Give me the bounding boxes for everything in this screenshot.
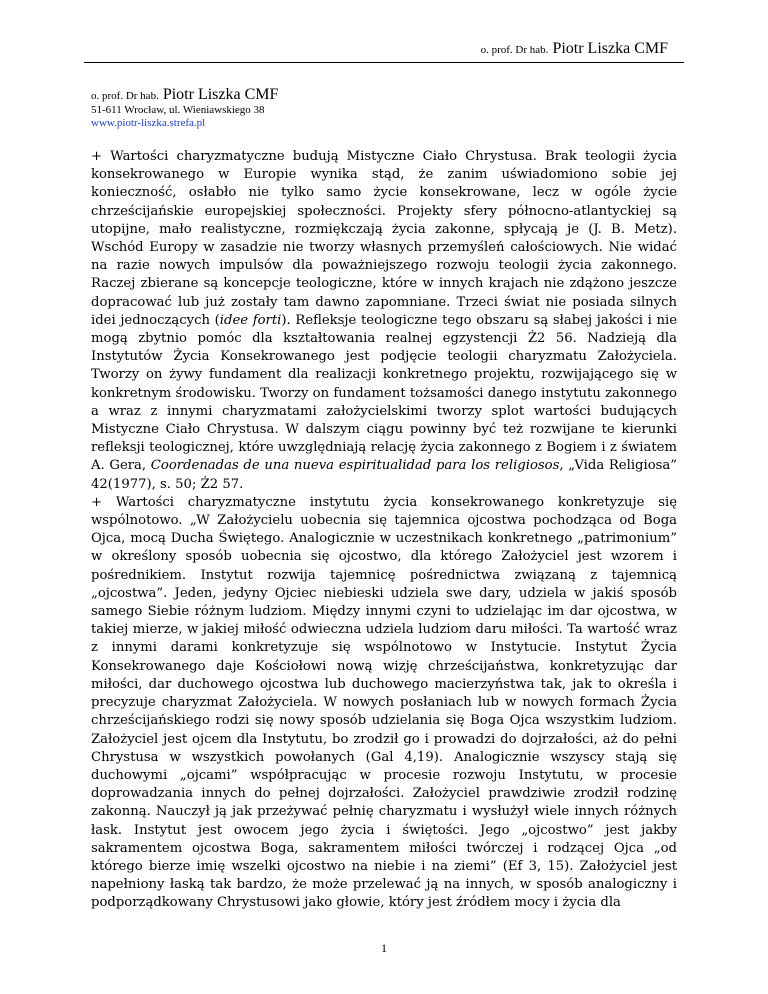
- paragraph-1-italic-title: Coordenadas de una nueva espiritualidad para los religiosos: [150, 458, 560, 474]
- author-address: 51-611 Wrocław, ul. Wieniawskiego 38: [91, 104, 265, 116]
- author-name: Piotr Liszka CMF: [162, 86, 279, 103]
- paragraph-1-part-c: , „Vida Religiosa” 42(1977), s. 50; Ż2 57.: [91, 458, 678, 492]
- paragraph-1-part-b: ). Refleksje teologiczne tego obszaru są słabej jakości i nie mogą zbytnio pomóc dla kształtowania realnej egzystencji Ż2 56. Nadzieją dla Instytutów Życia Konsekrowanego jest podjęcie teologii charyzmatu Założyciela. Tworzy on żywy fundament dla realizacji konkretnego projektu, rozwijającego się w konkretnym środowisku. Tworzy on fundament tożsamości danego instytutu zakonnego a wraz z innymi charyzmatami założycielskimi tworzy splot wartości budujących Mistyczne Ciało Chrystusa. W dalszym ciągu powinny być też rozwijane te kierunki refleksji teologicznej, które uwzględniają relację życia zakonnego z Bogiem i z światem A. Gera,: [91, 312, 678, 474]
- author-website-link[interactable]: www.piotr-liszka.strefa.pl: [91, 117, 206, 129]
- running-header-prefix: o. prof. Dr hab.: [480, 44, 549, 56]
- paragraph-1-italic-idee-forti: idee forti: [219, 312, 282, 328]
- body-text: [91, 148, 677, 913]
- author-block: [91, 86, 278, 130]
- page-number: 1: [381, 941, 387, 955]
- running-header: [481, 40, 668, 58]
- paragraph-1: [91, 148, 677, 494]
- author-prefix: o. prof. Dr hab.: [91, 90, 159, 102]
- header-divider: [84, 62, 684, 63]
- paragraph-1-part-a: + Wartości charyzmatyczne budują Mistyczne Ciało Chrystusa. Brak teologii życia konsekrowanego w Europie wynika stąd, że zanim uświadomiono sobie jej konieczność, osłabło nie tylko samo życie konsekrowane, lecz w ogóle życie chrześcijańskie europejskiej społeczności. Projekty sfery północno-atlantyckiej są utopijne, mało realistyczne, rozmiękczają życia zakonne, spłycają je (J. B. Metz). Wschód Europy w zasadzie nie tworzy własnych przemyśleń całościowych. Nie widać na razie nowych impulsów dla poważniejszego rozwoju teologii życia zakonnego. Raczej zbierane są koncepcje teologiczne, które w innych krajach nie zdążono jeszcze dopracować lub już zostały tam dawno zapomniane. Trzeci świat nie posiada silnych idei jednoczących (: [91, 149, 677, 328]
- paragraph-2: + Wartości charyzmatyczne instytutu życia konsekrowanego konkretyzuje się wspólnotowo. „W Założycielu uobecnia się tajemnica ojcostwa pochodząca od Boga Ojca, mocą Ducha Świętego. Analogicznie w uczestnikach konkretnego „patrimonium” w określony sposób uobecnia się ojcostwo, dla którego Założyciel jest wzorem i pośrednikiem. Instytut rozwija tajemnicę pośrednictwa związaną z tajemnicą „ojcostwa”. Jeden, jedyny Ojciec niebieski udziela swe dary, udziela w jakiś sposób samego Siebie różnym ludziom. Między innymi czyni to udzielając im dar ojcostwa, w takiej mierze, w jakiej miłość odwieczna udziela ludziom daru miłości. Ta wartość wraz z innymi darami konkretyzuje się wspólnotowo w Instytucie. Instytut Życia Konsekrowanego daje Kościołowi nową wizję chrześcijaństwa, konkretyzując dar miłości, dar duchowego ojcostwa lub duchowego macierzyństwa tak, jak to określa i precyzuje charyzmat Założyciela. W nowych posłaniach lub w nowych formach Życia chrześcijańskiego rodzi się nowy sposób udzielania się Boga Ojca wszystkim ludziom. Założyciel jest ojcem dla Instytutu, bo zrodził go i prowadzi do dojrzałości, aż do pełni Chrystusa w wszystkich powołanych (Gal 4,19). Analogicznie wszyscy stają się duchowymi „ojcami” współpracując w procesie rozwoju Instytutu, w procesie doprowadzania innych do pełnej dojrzałości. Założyciel prawdziwie zrodził rodzinę zakonną. Nauczył ją jak przeżywać pełnię charyzmatu i wysłużył wiele innych różnych łask. Instytut jest owocem jego życia i świętości. Jego „ojcostwo” jest jakby sakramentem ojcostwa Boga, sakramentem miłości twórczej i rodzącej Ojca „od którego bierze imię wszelki ojcostwo na niebie i na ziemi” (Ef 3, 15). Założyciel jest napełniony łaską tak bardzo, że może przelewać ją na innych, w sposób analogiczny i podporządkowany Chrystusowi jako głowie, który jest źródłem mocy i życia dla: [91, 494, 677, 911]
- author-name-line: [91, 86, 278, 104]
- running-header-name: Piotr Liszka CMF: [552, 40, 668, 57]
